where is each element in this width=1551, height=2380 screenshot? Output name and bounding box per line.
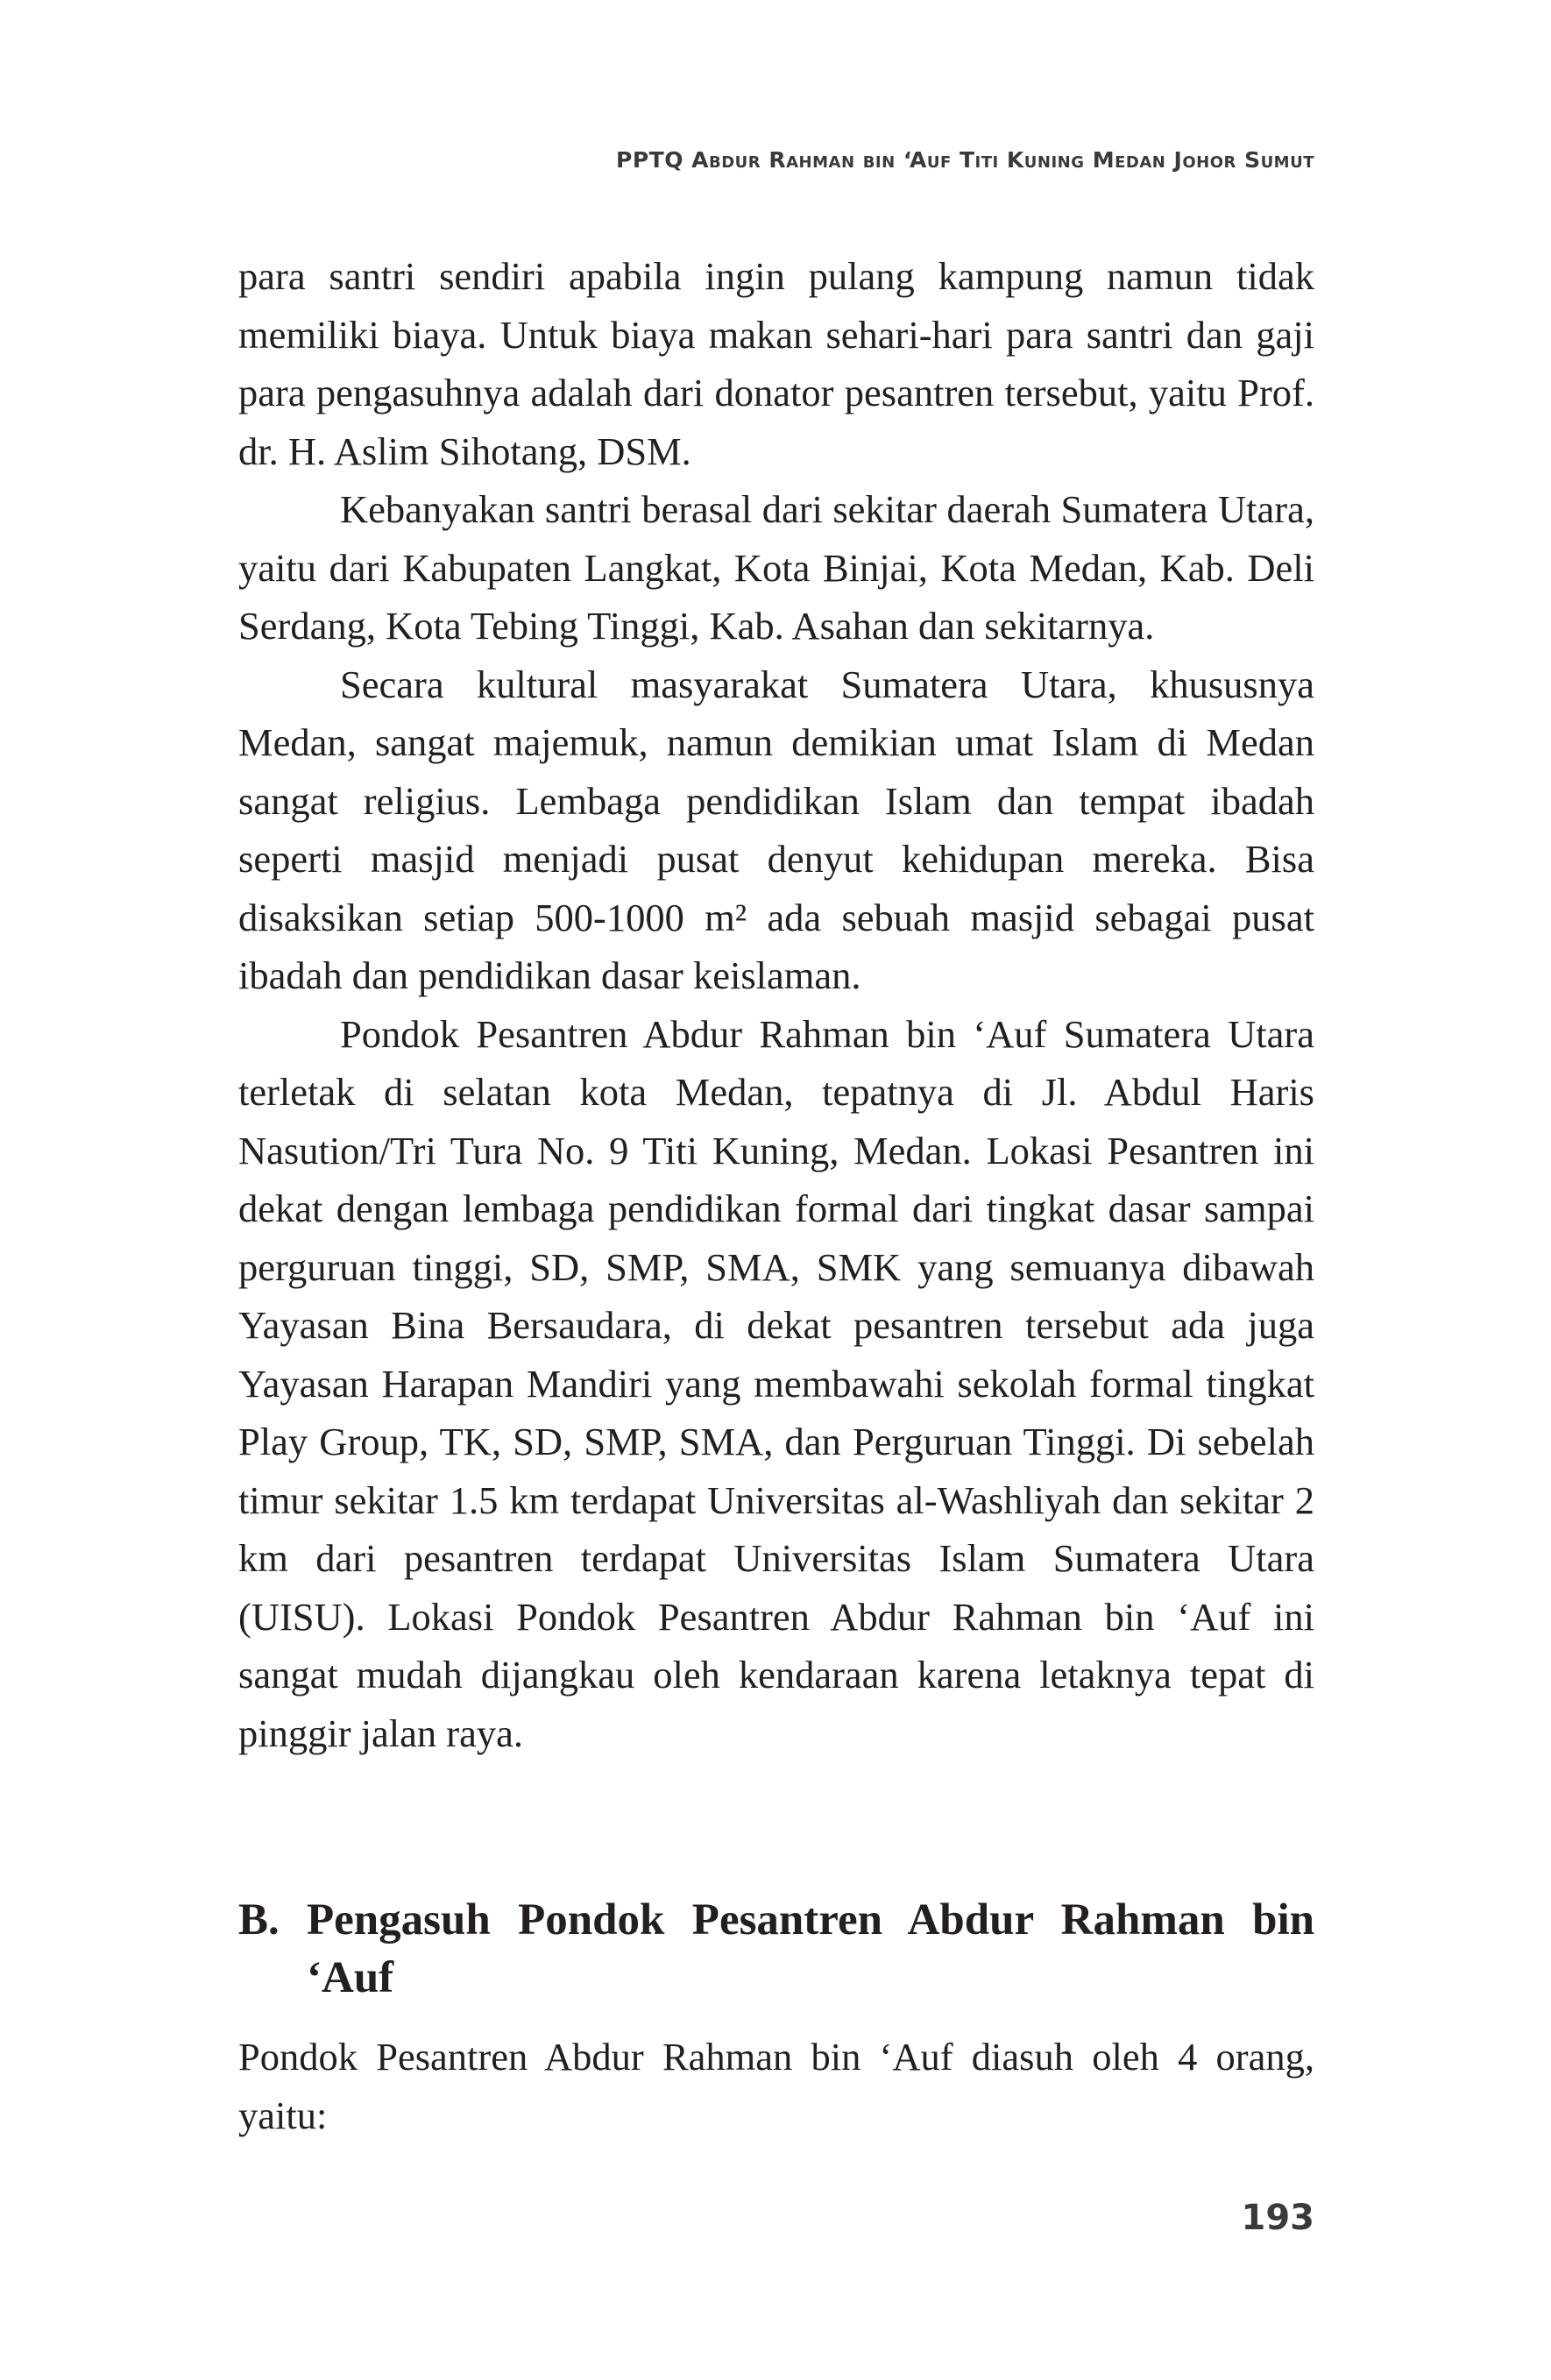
paragraph-cultural: Secara kultural masyarakat Sumatera Utara, khususnya Medan, sangat majemuk, namun demikian umat Islam di Medan sangat religius. Lembaga pendidikan Islam dan tempat ibadah seperti masjid menjadi pusat denyut kehidupan mereka. Bisa disaksikan setiap 500-1000 m² ada sebuah masjid sebagai pusat ibadah dan pendidikan dasar keislaman. [238,662,1314,997]
paragraph-continuation: para santri sendiri apabila ingin pulang kampung namun tidak memiliki biaya. Untuk biaya makan sehari-hari para santri dan gaji para pengasuhnya adalah dari donator pesantren tersebut, yaitu Prof. dr. H. Aslim Sihotang, DSM. [238,254,1314,473]
section-title: Pengasuh Pondok Pesantren Abdur Rahman bin ‘Auf [307,1895,1314,2002]
body-text [238,247,1314,1762]
paragraph-location: Pondok Pesantren Abdur Rahman bin ‘Auf Sumatera Utara terletak di selatan kota Medan, tepatnya di Jl. Abdul Haris Nasution/Tri Tura No. 9 Titi Kuning, Medan. Lokasi Pesantren ini dekat dengan lembaga pendidikan formal dari tingkat dasar sampai perguruan tinggi, SD, SMP, SMA, SMK yang semuanya dibawah Yayasan Bina Bersaudara, di dekat pesantren tersebut ada juga Yayasan Harapan Mandiri yang membawahi sekolah formal tingkat Play Group, TK, SD, SMP, SMA, dan Perguruan Tinggi. Di sebelah timur sekitar 1.5 km terdapat Universitas al-Washliyah dan sekitar 2 km dari pesantren terdapat Universitas Islam Sumatera Utara (UISU). Lokasi Pondok Pesantren Abdur Rahman bin ‘Auf ini sangat mudah dijangkau oleh kendaraan karena letaknya tepat di pinggir jalan raya. [238,1011,1314,1755]
section-number: B. [238,1895,280,1944]
running-header: PPTQ Abdur Rahman bin ‘Auf Titi Kuning Medan Johor Sumut [616,147,1314,173]
section-intro-paragraph: Pondok Pesantren Abdur Rahman bin ‘Auf diasuh oleh 4 orang, yaitu: [238,2035,1314,2137]
section-intro [238,2028,1314,2144]
section-heading [238,1891,1314,2007]
paragraph-santri-origin: Kebanyakan santri berasal dari sekitar daerah Sumatera Utara, yaitu dari Kabupaten Langkat, Kota Binjai, Kota Medan, Kab. Deli Serdang, Kota Tebing Tinggi, Kab. Asahan dan sekitarnya. [238,487,1314,648]
page-number: 193 [1241,2198,1314,2238]
